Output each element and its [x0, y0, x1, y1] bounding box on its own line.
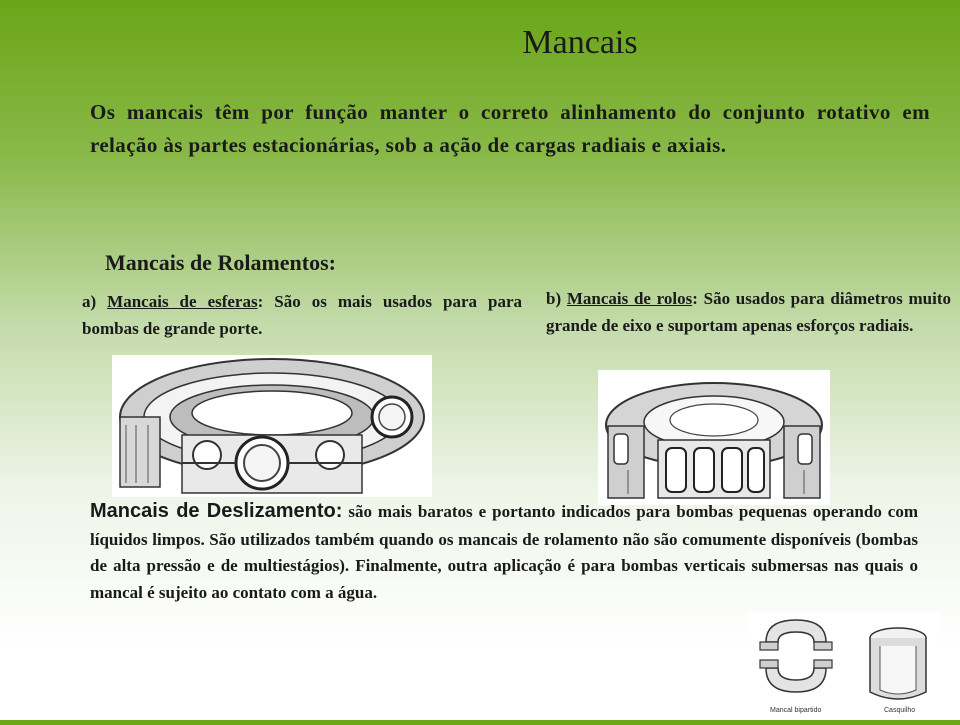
esferas-paragraph	[82, 288, 522, 342]
deslizamento-text: são mais baratos e portanto indicados para bombas pequenas operando com líquidos limpos. São utilizados também quando os mancais de rolamento não são comumente disponíveis (bombas de alta pressão e de multiestágios). Finalmente, outra aplicação é para bombas verticais submersas nas quais o mancal é sujeito ao contato com a água.	[90, 502, 918, 602]
rolamentos-heading: Mancais de Rolamentos:	[105, 250, 336, 275]
deslizamento-paragraph	[90, 496, 918, 606]
casquilho-caption: Casquilho	[884, 707, 916, 714]
plain-bearing-drawing	[748, 612, 940, 720]
rolos-paragraph	[546, 285, 951, 339]
esferas-prefix: a)	[82, 292, 108, 311]
esferas-text: : São os mais usados para para bombas de grande porte.	[82, 292, 522, 339]
rolos-prefix: b)	[546, 289, 567, 308]
rolos-text: : São usados para diâmetros muito grande de eixo e suportam apenas esforços radiais.	[546, 289, 951, 336]
roller-bearing-image	[598, 370, 830, 505]
rolos-term: Mancais de rolos	[566, 289, 693, 308]
ball-bearing-drawing	[112, 355, 432, 497]
bipartido-caption: Mancal bipartido	[770, 707, 822, 714]
page-title: Mancais	[522, 24, 638, 61]
deslizamento-lead: Mancais de Deslizamento:	[90, 500, 343, 522]
intro-paragraph: Os mancais têm por função manter o correto alinhamento do conjunto rotativo em relação às partes estacionárias, sob a ação de cargas radiais e axiais.	[90, 100, 930, 157]
ball-bearing-image	[112, 355, 432, 497]
esferas-term: Mancais de esferas	[107, 292, 258, 311]
plain-bearing-image	[748, 612, 940, 720]
roller-bearing-drawing	[598, 370, 830, 505]
